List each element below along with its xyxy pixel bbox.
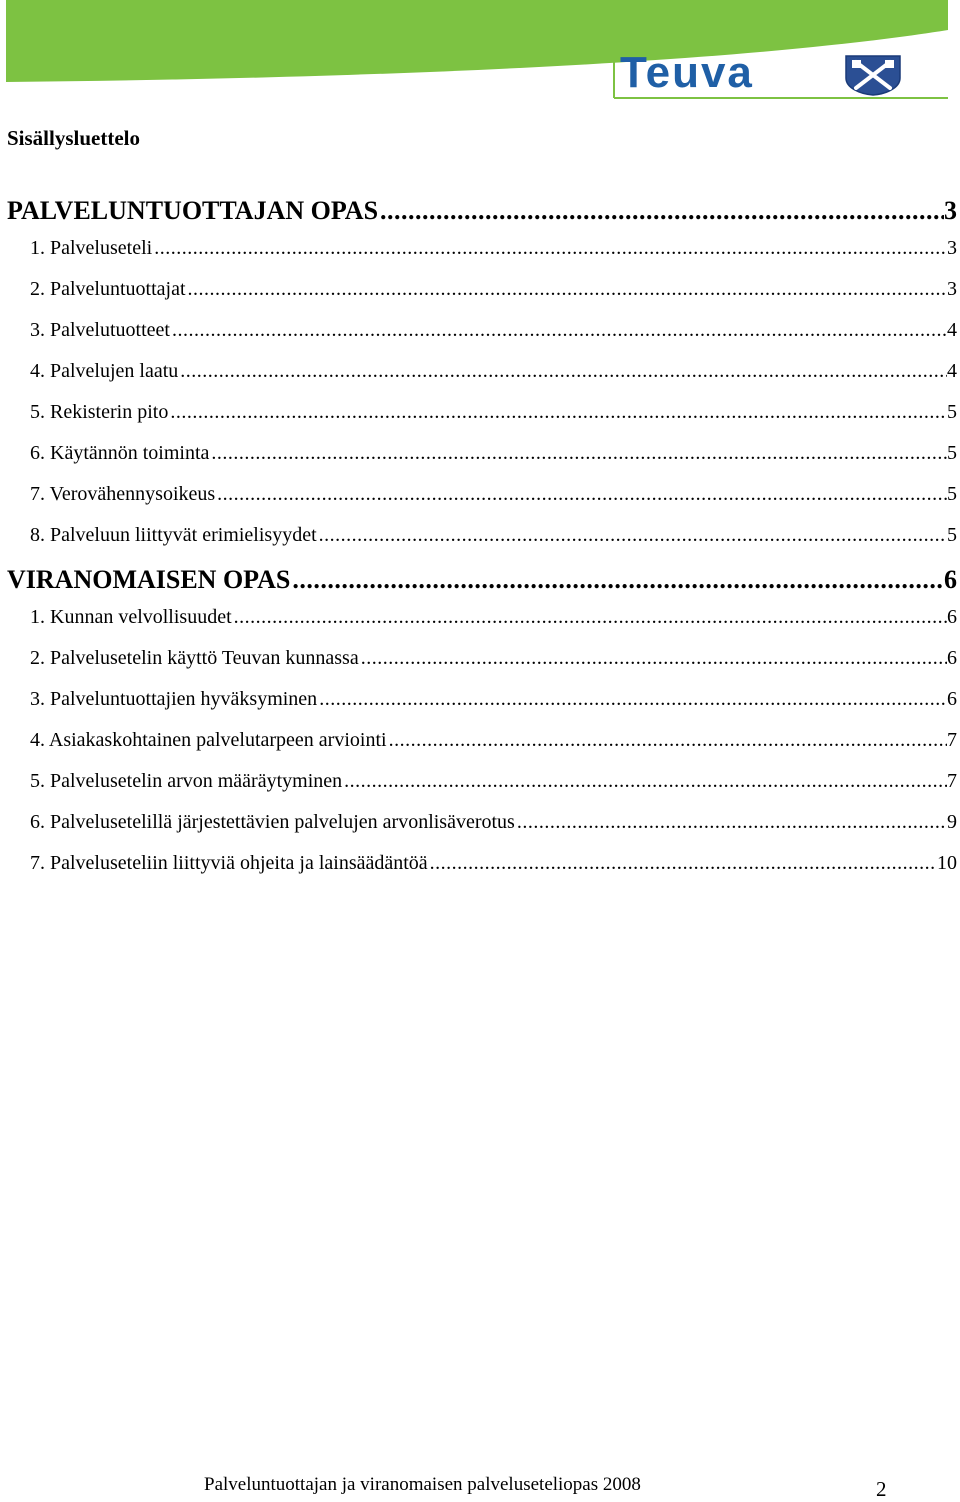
toc-entry[interactable]: [30, 606, 957, 636]
toc-entry-page: 3: [944, 196, 957, 225]
toc-entry-label: 6. Käytännön toiminta: [30, 442, 210, 464]
toc-entry-label: 4. Palvelujen laatu: [30, 360, 179, 382]
toc-entry[interactable]: [30, 319, 957, 349]
toc-entry-page: 6: [947, 606, 957, 628]
toc-dot-leader: [209, 442, 947, 465]
toc-entry-page: 4: [947, 319, 957, 341]
toc-entry-label: 2. Palvelusetelin käyttö Teuvan kunnassa: [30, 647, 359, 669]
toc-entry-page: 5: [947, 524, 957, 546]
toc-entry-page: 6: [947, 688, 957, 710]
toc-entry[interactable]: [30, 811, 957, 841]
toc-entry-label: PALVELUNTUOTTAJAN OPAS: [7, 196, 379, 225]
teuva-crest-icon: [842, 54, 904, 96]
teuva-logo-text: Teuva: [620, 48, 754, 97]
toc-entry[interactable]: [30, 647, 957, 677]
toc-dot-leader: [387, 729, 947, 752]
toc-dot-leader: [378, 196, 944, 226]
toc-dot-leader: [515, 811, 947, 834]
toc-entry-page: 7: [947, 729, 957, 751]
toc-entry-label: 8. Palveluun liittyvät erimielisyydet: [30, 524, 317, 546]
toc-entry-label: 5. Rekisterin pito: [30, 401, 169, 423]
toc-entry[interactable]: [30, 360, 957, 390]
toc-entry-label: VIRANOMAISEN OPAS: [7, 565, 291, 594]
toc-dot-leader: [215, 483, 947, 506]
green-swoosh: [6, 0, 948, 82]
toc-entry-label: 2. Palveluntuottajat: [30, 278, 186, 300]
toc-dot-leader: [317, 688, 947, 711]
toc-entry-label: 5. Palvelusetelin arvon määräytyminen: [30, 770, 343, 792]
toc-entry[interactable]: [30, 237, 957, 267]
toc-dot-leader: [317, 524, 947, 547]
toc-entry-page: 6: [947, 647, 957, 669]
toc-dot-leader: [342, 770, 947, 793]
toc-entry[interactable]: [30, 442, 957, 472]
toc-entry-label: 3. Palveluntuottajien hyväksyminen: [30, 688, 318, 710]
toc-entry-page: 3: [947, 237, 957, 259]
toc-dot-leader: [290, 565, 944, 595]
toc-dot-leader: [186, 278, 947, 301]
toc-entry-page: 9: [947, 811, 957, 833]
toc-entry[interactable]: [30, 524, 957, 554]
toc-dot-leader: [232, 606, 947, 629]
toc-entry-page: 6: [944, 565, 957, 594]
toc-entry[interactable]: [30, 770, 957, 800]
toc-entry-label: 3. Palvelutuotteet: [30, 319, 170, 341]
toc-entry-page: 5: [947, 401, 957, 423]
toc-entry[interactable]: [30, 401, 957, 431]
toc-dot-leader: [152, 237, 947, 260]
toc-entry-label: 6. Palvelusetelillä järjestettävien palvelujen arvonlisäverotus: [30, 811, 515, 833]
toc-entry[interactable]: [30, 483, 957, 513]
toc-dot-leader: [168, 401, 947, 424]
toc-entry[interactable]: [30, 688, 957, 718]
toc-entry[interactable]: [30, 852, 957, 882]
toc-entry-label: 7. Palveluseteliin liittyviä ohjeita ja lainsäädäntöä: [30, 852, 428, 874]
toc-entry-page: 7: [947, 770, 957, 792]
toc-dot-leader: [170, 319, 947, 342]
toc-dot-leader: [359, 647, 947, 670]
toc-dot-leader: [428, 852, 937, 875]
toc-section-entry[interactable]: [7, 196, 957, 232]
toc-entry[interactable]: [30, 278, 957, 308]
toc-entry-page: 5: [947, 483, 957, 505]
footer-page-number: 2: [876, 1477, 887, 1501]
toc-entry-label: 1. Palveluseteli: [30, 237, 153, 259]
toc-entry-page: 4: [947, 360, 957, 382]
toc-entry-page: 10: [937, 852, 957, 874]
toc-entry[interactable]: [30, 729, 957, 759]
header-banner: [0, 0, 960, 105]
toc-entry-page: 3: [947, 278, 957, 300]
footer-title: Palveluntuottajan ja viranomaisen palveluseteliopas 2008: [204, 1474, 641, 1495]
toc-section-entry[interactable]: [7, 565, 957, 601]
page-header: [0, 0, 960, 105]
toc-dot-leader: [178, 360, 947, 383]
toc-entry-label: 7. Verovähennysoikeus: [30, 483, 216, 505]
toc-entry-label: 4. Asiakaskohtainen palvelutarpeen arviointi: [30, 729, 387, 751]
toc-entry-label: 1. Kunnan velvollisuudet: [30, 606, 232, 628]
toc-title: Sisällysluettelo: [7, 126, 141, 150]
toc-entry-page: 5: [947, 442, 957, 464]
